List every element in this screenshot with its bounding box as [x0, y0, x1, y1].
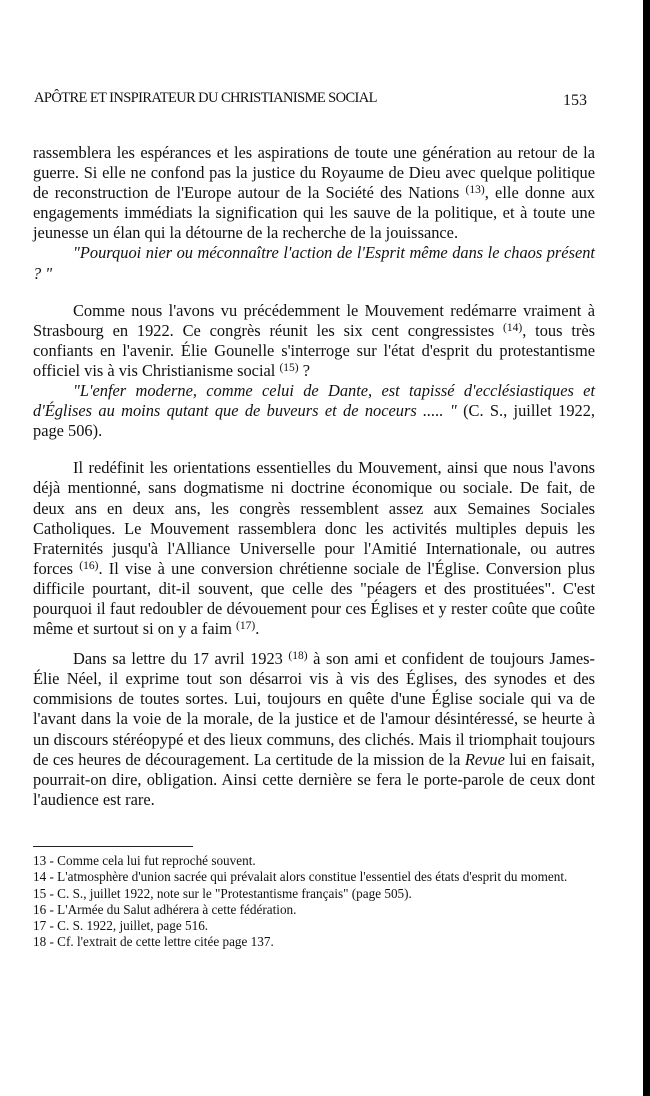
paragraph-4	[33, 649, 595, 810]
quote-2-citation: (C. S., juillet 1922, page 506).	[33, 401, 596, 441]
paragraph-4-text-b: à son ami et confident de toujours James-Élie Néel, il exprime tout son désarroi vis à vis des Églises, des synodes et des commisions de toutes sortes. Lui, toujours en quête d'une Église sociale qui va de l'avant dans la voie de la morale, de la justice et de l'amour désintéressé, se heurte à un discours stéréopypé et des lieux communs, des clichés. Mais il triomphait toujours de ces heures de découragement. La certitude de la mission de la	[33, 649, 596, 769]
footnote-16: 16 - L'Armée du Salut adhérera à cette fédération.	[33, 901, 297, 917]
paragraph-1-text-a: rassemblera les espérances et les aspirations de toute une génération au retour de la guerre. Si elle ne confond pas la justice du Royaume de Dieu avec quelque politique de reconstruction de l'Europe autour de la Société des Nations	[33, 143, 595, 203]
footnote-ref-16: (16)	[79, 559, 99, 572]
paragraph-3	[33, 458, 595, 639]
quote-2-text: "L'enfer moderne, comme celui de Dante, est tapissé d'ecclésiastiques et d'Églises au moins qutant que de buveurs et de noceurs ..... "	[33, 381, 595, 421]
paragraph-4-text-c: lui en faisait, pourrait-on dire, obligation. Ainsi cette dernière se fera le porte-parole de ceux dont l'audience est rare.	[33, 749, 595, 809]
footnote-15: 15 - C. S., juillet 1922, note sur le "Protestantisme français" (page 505).	[33, 885, 412, 901]
footnote-ref-18: (18)	[288, 650, 308, 663]
footnote-ref-15: (15)	[279, 361, 299, 374]
paragraph-2-text-c: ?	[298, 360, 310, 380]
paragraph-2	[33, 301, 595, 381]
quote-1: "Pourquoi nier ou méconnaître l'action de l'Esprit même dans le chaos présent ? "	[33, 243, 595, 283]
footnote-14: 14 - L'atmosphère d'union sacrée qui prévalait alors constitue l'essentiel des états d'esprit du moment.	[33, 869, 568, 885]
footnote-ref-14: (14)	[503, 321, 523, 334]
paragraph-3-text-c: .	[255, 619, 260, 639]
page-number: 153	[563, 92, 587, 109]
paragraph-2-text-b: , tous très confiants en l'avenir. Élie Gounelle s'interroge sur l'état d'esprit du protestantisme officiel vis à vis Christianisme social	[33, 320, 595, 380]
footnote-18: 18 - Cf. l'extrait de cette lettre citée page 137.	[33, 934, 274, 950]
paragraph-3-text-a: Il redéfinit les orientations essentielles du Mouvement, ainsi que nous l'avons déjà mentionné, sans dogmatisme ni doctrine économique ou sociale. De fait, de deux ans en deux ans, les congrès ressemblent assez aux Semaines Sociales Catholiques. Le Mouvement rassemblera donc les activités multiples depuis les Fraternités jusqu'à l'Alliance Universelle pour l'Amitié Internationale, ou autres forces	[33, 458, 595, 578]
footnote-divider	[33, 846, 193, 847]
paragraph-3-text-b: . Il vise à une conversion chrétienne sociale de l'Église. Conversion plus difficile pourtant, dit-il souvent, que celle des "péagers et des prostituées". C'est pourquoi il faut redoubler de dévouement pour ces Églises et y rester coûte que coûte même et surtout si on y a faim	[33, 558, 595, 639]
quote-2	[33, 381, 595, 441]
running-title: APÔTRE ET INSPIRATEUR DU CHRISTIANISME SOCIAL	[34, 90, 377, 106]
footnote-13: 13 - Comme cela lui fut reproché souvent.	[33, 853, 256, 868]
body-text	[33, 143, 595, 810]
footnotes	[33, 853, 593, 951]
footnote-ref-13: (13)	[465, 184, 485, 197]
revue-title: Revue	[464, 749, 505, 769]
paragraph-2-text-a: Comme nous l'avons vu précédemment le Mouvement redémarre vraiment à Strasbourg en 1922. Ce congrès réunit les six cent congressistes	[33, 300, 595, 340]
paragraph-4-text-a: Dans sa lettre du 17 avril 1923	[73, 649, 289, 669]
footnote-ref-17: (17)	[236, 620, 256, 633]
footnote-17: 17 - C. S. 1922, juillet, page 516.	[33, 918, 209, 934]
paragraph-1-text-b: , elle donne aux engagements immédiats la signification qui les sauve de la politique, et à toute une jeunesse un élan qui la détourne de la recherche de la jouissance.	[33, 183, 595, 243]
paragraph-1	[33, 143, 595, 243]
